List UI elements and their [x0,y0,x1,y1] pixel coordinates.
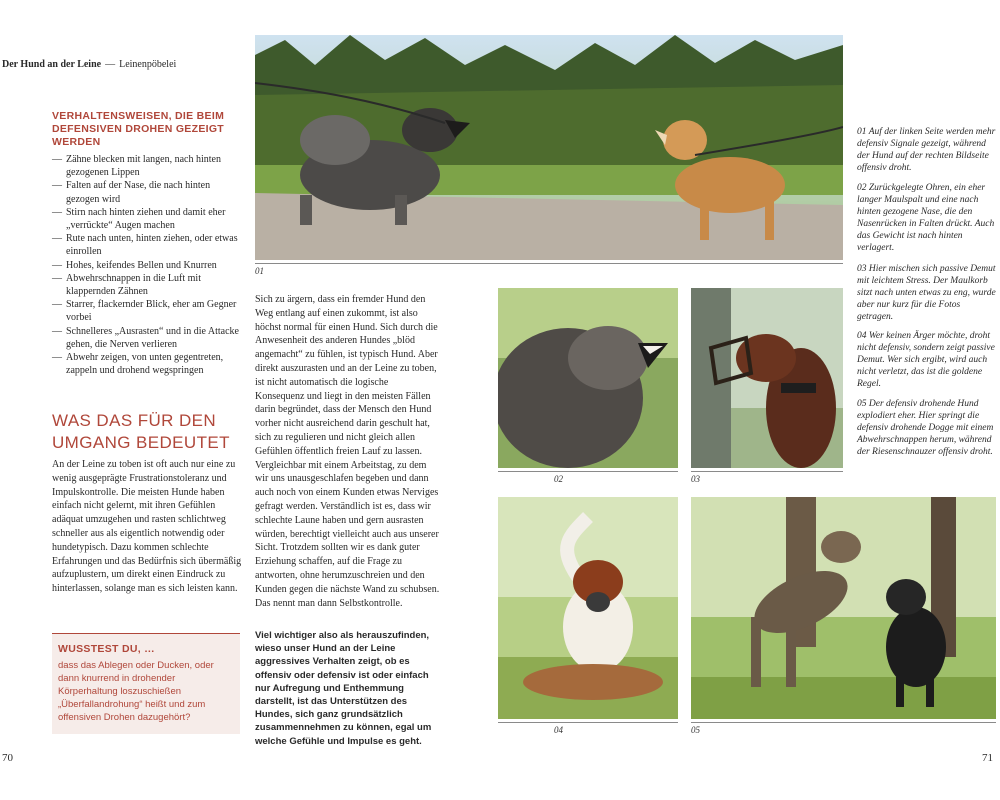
body-text-middle: Sich zu ärgern, dass ein fremder Hund den Weg entlang auf einen zukommt, ist also höchst normal für einen Hund. Sich durch die Anwesenheit des anderen Hundes „blöd angemacht“ zu fühlen, ist typisch Hund. Aber direkt auszurasten und an der Leine zu toben, ist nicht automatisch die logische Konsequenz und liegt in den meisten Fällen darin begründet, dass der Mensch den Hund vorher nicht ausreichend darin geschult hat, sich zu regulieren und nicht gleich allen Gefühlen öffentlich freien Lauf zu lassen. Vergleichbar mit einem Arbeitstag, zu dem wir uns unausgeschlafen begeben und dann auch noch von einem Kunden etwas Nerviges gefragt werden. Verständlich ist es, dass wir schlechte Laune haben und gern ausrasten würden, berechtigt vielleicht auch aus unserer Sicht. Trotzdem sollten wir es dank guter Erziehung schaffen, auf die Frage zu antworten, ohne herumzuschreien und den Kunden gegen die nächste Wand zu schubsen. Das nennt man dann Selbstkontrolle. [255,294,440,609]
chapter-title: Der Hund an der Leine [2,59,102,70]
photo-05 [691,497,996,719]
photo-05-image [691,497,996,719]
list-item: — Hohes, keifendes Bellen und Knurren [52,259,242,272]
photo-02-image [498,288,678,468]
section-name: Leinenpöbelei [119,59,177,70]
list-item: — Abwehrschnappen in die Luft mit klappernden Zähnen [52,272,242,298]
list-item: — Abwehr zeigen, von unten gegentreten, zappeln und drohend wegspringen [52,351,242,377]
photo-04-number: 04 [554,725,563,735]
caption-text: Wer keinen Ärger möchte, droht nicht defensiv, sondern zeigt passive Demut. Wer sich ergibt, wird auch nicht verletzt, das ist die goldene Regel. [857,331,995,389]
photo-03 [691,288,843,468]
did-you-know-text: dass das Ablegen oder Ducken, oder dann knurrend in drohender Körperhaltung loszuschießen „Überfallandrohung“ heißt und zum offensiven Drohen dazugehört? [58,660,214,723]
caption-number: 02 [857,183,867,193]
list-item: — Stirn nach hinten ziehen und damit eher „verrückte“ Augen machen [52,206,242,232]
running-head-separator: — [105,59,116,70]
list-item: — Schnelleres „Ausrasten“ und in die Attacke gehen, die Nerven verlieren [52,325,242,351]
photo-01 [255,35,843,260]
caption-03 [857,263,997,323]
page-number-left: 70 [2,752,13,764]
list-item: — Rute nach unten, hinten ziehen, oder etwas einrollen [52,232,242,258]
list-item: — Zähne blecken mit langen, nach hinten gezogenen Lippen [52,153,242,179]
photo-03-image [691,288,843,468]
photo-01-image [255,35,843,260]
caption-number: 05 [857,399,867,409]
caption-text: Hier mischen sich passive Demut mit leichtem Stress. Der Maulkorb sitzt nach unten etwas zu eng, wurde aber nur kurz für die Fotos getragen. [857,264,996,322]
photo-03-number: 03 [691,474,700,484]
caption-number: 04 [857,331,867,341]
behavior-box-title: VERHALTENSWEISEN, DIE BEIM DEFENSIVEN DROHEN GEZEIGT WERDEN [52,110,225,148]
did-you-know-title: WUSSTEST DU, … [58,643,155,655]
behavior-list [52,153,242,377]
photo-05-number: 05 [691,725,700,735]
caption-number: 03 [857,264,867,274]
caption-01 [857,126,997,174]
photo-02 [498,288,678,468]
photo-04 [498,497,678,719]
photo-01-rule [255,263,843,264]
photo-04-rule [498,722,678,723]
caption-04 [857,330,997,390]
photo-02-number: 02 [554,474,563,484]
caption-text: Auf der linken Seite werden mehr defensiv Signale gezeigt, während der Hund auf der rechten Bildseite offensiv droht. [857,127,996,173]
caption-number: 01 [857,127,867,137]
page-number-right: 71 [982,752,993,764]
photo-02-rule [498,471,678,472]
photo-05-rule [691,722,996,723]
section-heading: WAS DAS FÜR DEN UMGANG BEDEUTET [52,411,230,452]
caption-05 [857,398,997,458]
photo-01-number: 01 [255,266,264,276]
photo-03-rule [691,471,843,472]
body-text-left: An der Leine zu toben ist oft auch nur eine zu wenig ausgeprägte Frustrationstoleranz und Impulskontrolle. Die meisten Hunde haben einfach nicht gelernt, mit ihren Gefühlen adäquat umzugehen und rasten schlichtweg schneller aus als eigentlich notwendig oder hundetypisch. Dazu kommen schlechte Erfahrungen und das Bedürfnis sich übermäßig aufzuplustern, um direkt einen Eindruck zu hinterlassen, solange man es sich leisten kann. [52,459,242,595]
caption-text: Der defensiv drohende Hund explodiert eher. Hier springt die defensiv drohende Dogge mit einem Abwehrschnappen herum, während der Riesenschnauzer offensiv droht. [857,399,994,457]
photo-04-image [498,497,678,719]
list-item: — Falten auf der Nase, die nach hinten gezogen wird [52,179,242,205]
running-head [2,59,176,70]
body-text-middle-bold: Viel wichtiger also als herauszufinden, wieso unser Hund an der Leine aggressives Verhalten zeigt, ob es offensiv oder defensiv ist oder einfach nur Aufregung und Enthemmung darstellt, ist das Unterstützen des Hundes, sich ganz grundsätzlich zusammennehmen zu können, egal um welche Gefühle und Impulse es geht. [255,630,432,747]
caption-text: Zurückgelegte Ohren, ein eher langer Maulspalt und eine nach hinten gezogene Nase, die den Nasenrücken in Falten drückt. Auch das Gewicht ist nach hinten verlagert. [857,183,995,253]
list-item: — Starrer, flackernder Blick, eher am Gegner vorbei [52,298,242,324]
caption-02 [857,182,997,254]
